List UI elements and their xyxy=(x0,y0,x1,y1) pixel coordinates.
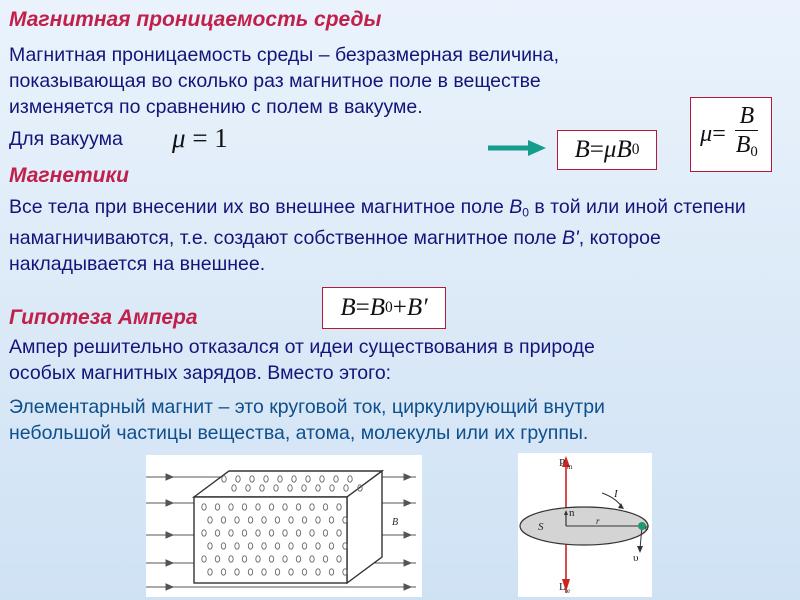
magnetics-b-sub: 0 xyxy=(522,205,529,220)
label-l-sub: e xyxy=(567,587,571,595)
formula-b-lhs: B xyxy=(574,136,590,163)
magnetics-b: B xyxy=(509,196,523,218)
vacuum-value: 1 xyxy=(214,123,228,153)
ampere-line-2: особых магнитных зарядов. Вместо этого: xyxy=(9,362,392,384)
definition-line-3: изменяется по сравнению с полем в вакууме. xyxy=(9,96,423,118)
formula-b-sum xyxy=(322,287,446,329)
label-electron: e xyxy=(645,522,649,532)
label-pm-sub: m xyxy=(567,463,573,471)
label-velocity: υ xyxy=(633,552,639,564)
formula-b-sub: 0 xyxy=(631,141,640,158)
ratio-eq: = xyxy=(712,121,726,147)
sum-b0: B xyxy=(369,294,386,321)
magnetics-text-1: Все тела при внесении их во внешнее магнитное поле xyxy=(9,196,510,218)
formula-b-eq: = xyxy=(589,136,604,163)
vacuum-formula xyxy=(172,123,228,154)
formula-b-b: B xyxy=(616,136,632,163)
ratio-den-b: B xyxy=(735,132,751,159)
vacuum-label: Для вакуума xyxy=(9,128,123,150)
magnetics-text-2: в той или иной степени намагничиваются, т.е. создают собственное магнитное поле xyxy=(9,196,746,250)
figure-block-label: B xyxy=(392,517,399,528)
label-l: L xyxy=(559,581,566,593)
ratio-fraction xyxy=(732,102,762,166)
elementary-line-1: Элементарный магнит – это круговой ток, циркулирующий внутри xyxy=(9,396,605,418)
heading-magnetics: Магнетики xyxy=(9,164,129,187)
ampere-line-1: Ампер решительно отказался от идеи существования в природе xyxy=(9,336,595,358)
ratio-numerator: B xyxy=(735,102,758,131)
label-pm: P xyxy=(559,457,566,469)
magnetics-text xyxy=(9,194,794,277)
label-radius: r xyxy=(596,516,600,526)
figure-current-loop xyxy=(518,453,652,597)
vacuum-eq: = xyxy=(185,123,215,153)
right-arrow-icon xyxy=(486,137,548,159)
label-area: S xyxy=(538,521,544,533)
ratio-denominator xyxy=(732,131,762,166)
ampere-text xyxy=(9,334,595,386)
sum-lhs: B xyxy=(340,294,356,321)
heading-ampere-hypothesis: Гипотеза Ампера xyxy=(9,306,198,329)
magnetics-text-3: , которое накладывается на внешнее. xyxy=(9,227,661,276)
magnetics-bprime: B' xyxy=(562,227,579,250)
figure-magnetized-block xyxy=(146,455,422,597)
formula-b-mu-b0 xyxy=(557,130,657,170)
vacuum-mu: μ xyxy=(172,123,186,153)
elementary-line-2: небольшой частицы вещества, атома, молекулы или их группы. xyxy=(9,422,589,444)
sum-eq: = xyxy=(355,294,370,321)
formula-b-mu: μ xyxy=(603,136,617,163)
elementary-magnet-text xyxy=(9,394,605,446)
definition-line-1: Магнитная проницаемость среды – безразмерная величина, xyxy=(9,44,560,66)
ratio-mu: μ xyxy=(700,121,713,147)
ratio-den-sub: 0 xyxy=(750,144,758,161)
sum-sub: 0 xyxy=(385,299,393,316)
label-normal: n xyxy=(569,507,575,519)
heading-permeability: Магнитная проницаемость среды xyxy=(9,8,382,31)
sum-bprime: B′ xyxy=(406,294,428,321)
formula-mu-ratio xyxy=(690,97,772,172)
definition-line-2: показывающая во сколько раз магнитное поле в веществе xyxy=(9,70,541,92)
label-current: I xyxy=(614,488,618,500)
permeability-definition xyxy=(9,42,559,120)
sum-plus: + xyxy=(392,294,407,321)
